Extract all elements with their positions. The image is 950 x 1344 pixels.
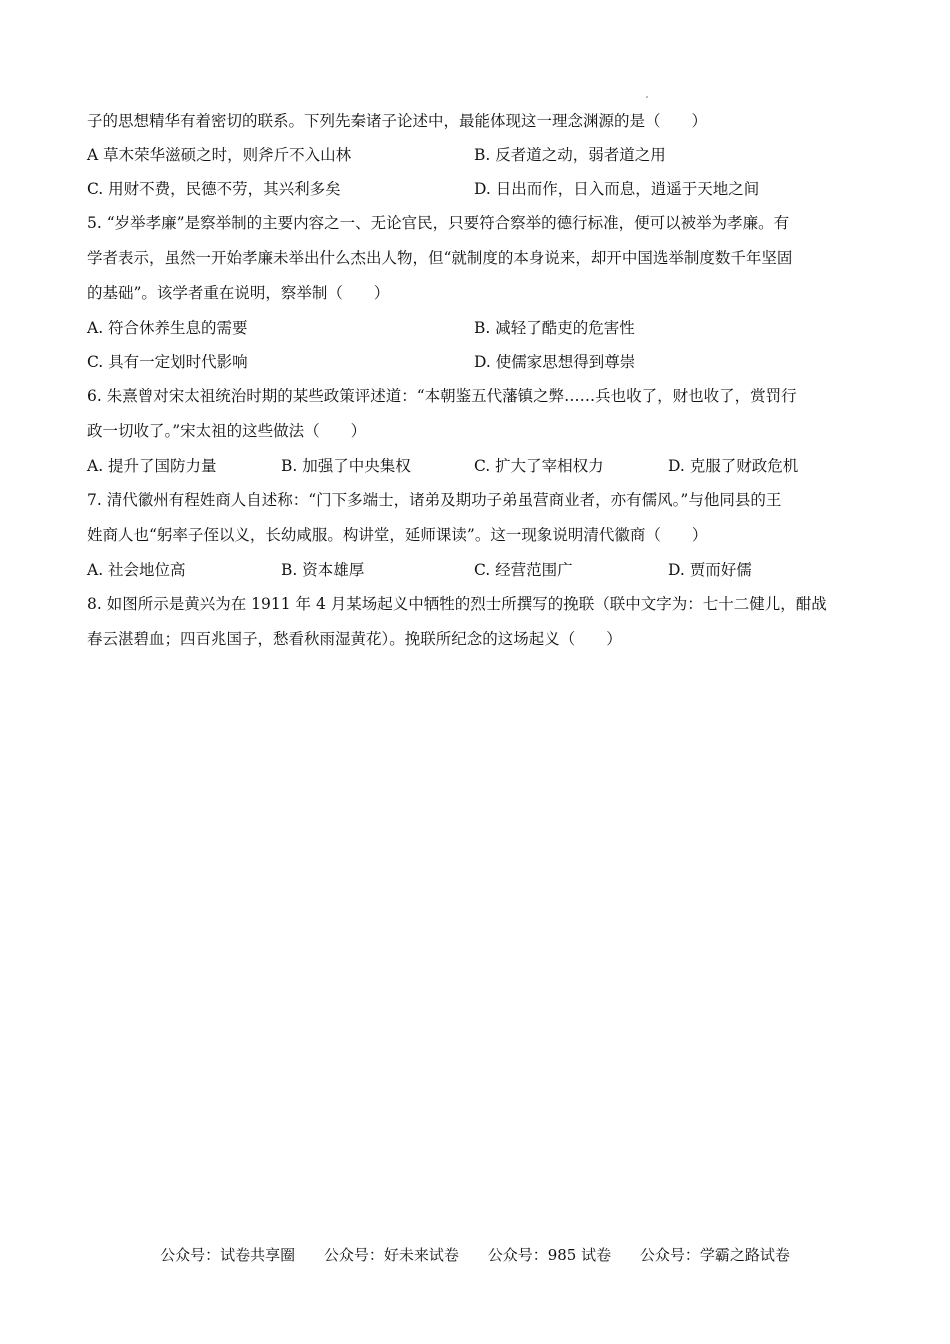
q4-option-b[interactable]: B. 反者道之动，弱者道之用 [474,146,666,164]
q6-option-a[interactable]: A. 提升了国防力量 [87,457,217,475]
q5-options-row-2 [87,349,867,383]
q5-option-a[interactable]: A. 符合休养生息的需要 [87,319,248,337]
q7-option-d[interactable]: D. 贾而好儒 [668,561,752,579]
q4-option-c[interactable]: C. 用财不费，民德不劳，其兴利多矣 [87,180,341,198]
q8-stem-line: 春云湛碧血；四百兆国子，愁看秋雨湿黄花）。挽联所纪念的这场起义（ ） [87,630,622,648]
q6-options-row [87,453,867,487]
q6-stem-line: 政一切收了。”宋太祖的这些做法（ ） [87,422,367,440]
page-footer [0,1244,950,1265]
q4-stem-line: 子的思想精华有着密切的联系。下列先秦诸子论述中，最能体现这一理念渊源的是（ ） [87,112,708,130]
q7-option-a[interactable]: A. 社会地位高 [87,561,186,579]
q5-stem-line: 学者表示，虽然一开始孝廉未举出什么杰出人物，但“就制度的本身说来，却开中国选举制度数千年坚固 [87,249,793,267]
footer-account: 公众号：试卷共享圈 [160,1246,296,1264]
q7-option-c[interactable]: C. 经营范围广 [474,561,573,579]
scan-speck [646,96,648,98]
q5-stem-line: 的基础”。该学者重在说明，察举制（ ） [87,284,390,302]
q4-options-row-2 [87,176,867,210]
q8-stem-line: 8. 如图所示是黄兴为在 1911 年 4 月某场起义中牺牲的烈士所撰写的挽联（联中文字为：七十二健儿，酣战 [87,595,827,613]
q6-option-c[interactable]: C. 扩大了宰相权力 [474,457,604,475]
q5-stem-line: 5. “岁举孝廉”是察举制的主要内容之一、无论官民，只要符合察举的德行标准，便可以被举为孝廉。有 [87,214,790,232]
q7-option-b[interactable]: B. 资本雄厚 [281,561,365,579]
q5-options-row-1 [87,315,867,349]
q6-option-d[interactable]: D. 克服了财政危机 [668,457,799,475]
footer-account: 公众号：学霸之路试卷 [639,1246,790,1264]
q7-stem-line: 姓商人也“躬率子侄以义，长幼咸服。构讲堂，延师课读”。这一现象说明清代徽商（ ） [87,526,708,544]
q4-option-a[interactable]: A 草木荣华滋硕之时，则斧斤不入山林 [87,146,352,164]
q5-option-d[interactable]: D. 使儒家思想得到尊崇 [474,353,636,371]
exam-page [87,108,867,661]
q7-options-row [87,557,867,591]
q5-option-c[interactable]: C. 具有一定划时代影响 [87,353,248,371]
q7-stem-line: 7. 清代徽州有程姓商人自述称：“门下多端士，诸弟及期功子弟虽营商业者，亦有儒风。”与他同县的王 [87,491,782,509]
q4-options-row-1 [87,142,867,176]
q5-option-b[interactable]: B. 减轻了酷吏的危害性 [474,319,635,337]
q6-option-b[interactable]: B. 加强了中央集权 [281,457,411,475]
footer-account: 公众号：985 试卷 [487,1246,612,1264]
q4-option-d[interactable]: D. 日出而作，日入而息，逍遥于天地之间 [474,180,760,198]
q6-stem-line: 6. 朱熹曾对宋太祖统治时期的某些政策评述道：“本朝鉴五代藩镇之弊……兵也收了，财也收了，赏罚行 [87,387,797,405]
footer-account: 公众号：好未来试卷 [323,1246,459,1264]
